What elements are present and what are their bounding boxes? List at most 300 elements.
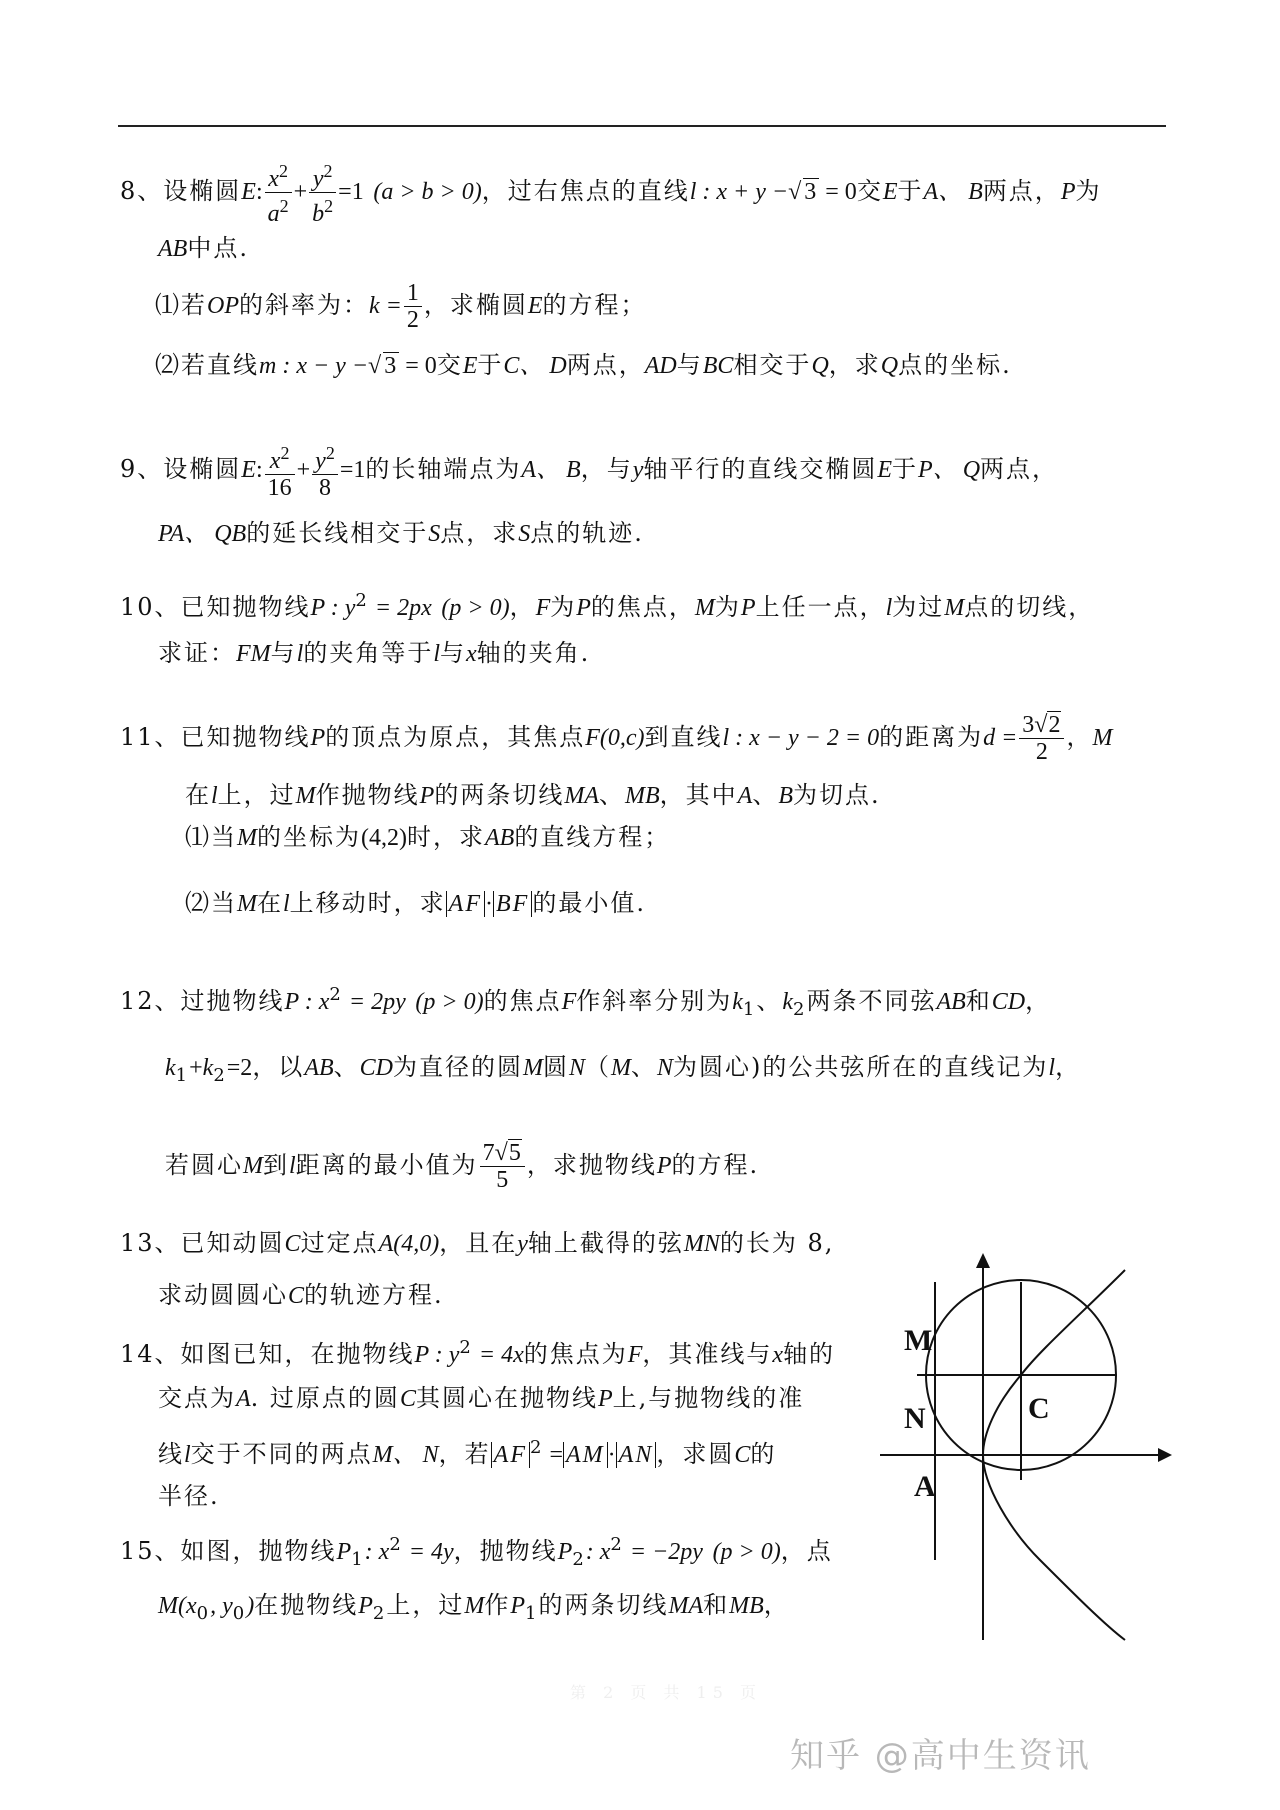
- text: 已知动圆: [180, 1229, 285, 1257]
- text: 点的切线，: [964, 593, 1095, 621]
- problem-8-line-1: 8、设椭圆E: $\frac{x^2}{a^2}$ + $\frac{y^2}{b^2}$ =1 (a > b > 0)，过右焦点的直线l : x + y −√3 = 0交E于A、 B两点，P为: [120, 158, 1101, 227]
- math: = 4y: [402, 1539, 454, 1565]
- text: ⑴若: [155, 291, 207, 319]
- math: C: [288, 1283, 305, 1309]
- x-axis-arrow: [1158, 1448, 1172, 1462]
- text: 设椭圆: [163, 455, 242, 483]
- text: 、: [599, 781, 625, 809]
- math: AB: [158, 236, 188, 262]
- denominator: 5: [496, 1167, 509, 1193]
- math: MA: [564, 783, 599, 809]
- math: =1: [339, 457, 366, 483]
- text: 其圆心在抛物线: [415, 1384, 598, 1412]
- math: M: [237, 825, 257, 851]
- fraction: [1019, 712, 1064, 765]
- text: 的坐标为: [257, 823, 361, 851]
- text: 圆: [542, 1053, 569, 1081]
- exponent: 2: [459, 1337, 473, 1358]
- text: 交于不同的两点: [190, 1440, 373, 1468]
- text: ，其中: [659, 781, 738, 809]
- math: C: [734, 1442, 751, 1468]
- problem-9-line-1: 9、设椭圆E: $\frac{x^2}{16}$ + $\frac{y^2}{8}$ =1的长轴端点为A、 B，与y轴平行的直线交椭圆E于P、 Q两点，: [120, 440, 1058, 501]
- math: P: [336, 1539, 352, 1565]
- math: , y: [210, 1593, 233, 1619]
- math: A: [236, 1386, 251, 1412]
- text: 在: [185, 781, 211, 809]
- text: 的: [750, 1440, 777, 1468]
- math: =1: [338, 179, 364, 205]
- text: 和: [965, 987, 992, 1015]
- problem-14-line-4: [158, 1481, 220, 1511]
- text: 为直径的圆: [392, 1053, 523, 1081]
- text: 的轨迹方程.: [304, 1281, 444, 1309]
- problem-12-line-1: [120, 980, 1051, 1025]
- text: ，: [509, 593, 536, 621]
- text: 的焦点，: [590, 593, 695, 621]
- text: 的延长线相交于: [246, 519, 429, 547]
- math: x: [466, 641, 477, 667]
- text: 的直线方程；: [514, 823, 671, 851]
- math: P: [1060, 179, 1076, 205]
- math: l: [184, 1442, 191, 1468]
- text: ⑵当: [185, 889, 237, 917]
- math: k: [165, 1055, 176, 1081]
- problem-number: 15、: [120, 1537, 181, 1565]
- text: 到: [263, 1151, 289, 1179]
- text: 中点.: [187, 234, 249, 262]
- exponent: 2: [279, 196, 289, 216]
- math: M: [1092, 725, 1113, 751]
- text: 于: [897, 177, 924, 205]
- numerator: [265, 440, 295, 475]
- math: :: [255, 179, 263, 205]
- math: A、 B: [521, 457, 581, 483]
- math: (p > 0): [415, 989, 484, 1015]
- exponent: 2: [278, 161, 288, 181]
- math: FM: [236, 641, 271, 667]
- text: 交: [436, 351, 463, 379]
- math: +: [189, 1055, 203, 1081]
- text: . 过原点的圆: [250, 1384, 400, 1412]
- fraction: [480, 1140, 525, 1193]
- math: y: [632, 457, 644, 483]
- radicand: 5: [508, 1140, 521, 1166]
- math: P: [740, 595, 756, 621]
- math: F(0,c): [585, 725, 645, 751]
- text: ，若: [438, 1440, 491, 1468]
- math: C: [284, 1231, 301, 1257]
- text: 如图已知，在抛物线: [180, 1340, 415, 1368]
- denominator: 2: [406, 307, 419, 333]
- text: 的顶点为原点，其焦点: [325, 723, 586, 751]
- text: ，求圆: [656, 1440, 735, 1468]
- exponent: 2: [325, 443, 335, 463]
- math: a: [267, 201, 280, 227]
- math: P: [576, 595, 591, 621]
- math: E: [462, 353, 478, 379]
- denominator: 16: [267, 475, 292, 501]
- math: M: [611, 1055, 631, 1081]
- math: AD: [644, 353, 677, 379]
- math: k: [732, 989, 743, 1015]
- text: ，: [1066, 723, 1093, 751]
- label-a: A: [914, 1470, 936, 1503]
- math: k: [782, 989, 793, 1015]
- problem-number: 12、: [120, 987, 181, 1015]
- problem-14-figure: [880, 1240, 1200, 1660]
- math: l : x − y − 2 = 0: [722, 725, 880, 751]
- text: 点的坐标.: [898, 351, 1012, 379]
- problem-number: 8、: [120, 177, 164, 205]
- exponent: 2: [389, 1534, 403, 1555]
- math: Q: [811, 353, 829, 379]
- text: 、: [631, 1053, 657, 1081]
- math: PA、 QB: [158, 521, 247, 547]
- text: 两点，: [566, 351, 645, 379]
- text: 相交于: [733, 351, 812, 379]
- math: l: [289, 1153, 296, 1179]
- label-c: C: [1028, 1392, 1050, 1425]
- math: C: [399, 1386, 416, 1412]
- text: ，以: [252, 1053, 305, 1081]
- subscript: 1: [351, 1548, 365, 1570]
- text: 轴上截得的弦: [527, 1229, 684, 1257]
- math: MA: [668, 1593, 704, 1619]
- math: P: [419, 783, 435, 809]
- text: 线: [158, 1440, 184, 1468]
- exponent: 2: [530, 1437, 544, 1458]
- text: 为圆心)的公共弦所在的直线记为: [673, 1053, 1049, 1081]
- subscript: 2: [213, 1064, 227, 1086]
- text: 两点，: [980, 455, 1059, 483]
- math: 7: [482, 1140, 495, 1166]
- text: 的两条切线: [434, 781, 565, 809]
- math: P、 Q: [918, 457, 981, 483]
- text: 于: [477, 351, 504, 379]
- math: k: [202, 1055, 214, 1081]
- fraction: [265, 158, 292, 227]
- text: 于: [892, 455, 919, 483]
- text: 求证：: [158, 639, 236, 667]
- text: 到直线: [644, 723, 723, 751]
- denominator: [309, 193, 336, 227]
- text: 交点为: [158, 1384, 236, 1412]
- problem-number: 11、: [120, 723, 181, 751]
- math: :: [255, 457, 263, 483]
- text: 距离的最小值为: [295, 1151, 478, 1179]
- header-rule: [118, 125, 1166, 127]
- math: E: [241, 179, 256, 205]
- text: 的两条切线: [538, 1591, 669, 1619]
- problem-14-line-1: [120, 1333, 835, 1370]
- math: l: [1048, 1055, 1056, 1081]
- problem-10-line-1: [120, 586, 1094, 623]
- denominator: [265, 193, 292, 227]
- problem-15-line-2: [158, 1590, 790, 1629]
- math: M: [944, 595, 965, 621]
- text: 的方程.: [671, 1151, 760, 1179]
- math: = 2py: [342, 989, 406, 1015]
- problem-10-line-2: [158, 638, 590, 669]
- math: P: [358, 1593, 373, 1619]
- exponent: 2: [355, 590, 369, 611]
- text: 为切点.: [793, 781, 881, 809]
- y-axis-arrow: [976, 1253, 990, 1268]
- math: CD: [991, 989, 1026, 1015]
- text: ，与: [580, 455, 633, 483]
- problem-8-part-1: [155, 280, 647, 333]
- exponent: 2: [610, 1534, 624, 1555]
- subscript: 2: [793, 998, 807, 1020]
- math: E: [882, 179, 898, 205]
- math: AB: [936, 989, 966, 1015]
- abs-value: AN: [616, 1442, 657, 1468]
- math: A、 B: [923, 179, 983, 205]
- subscript: 1: [175, 1064, 190, 1086]
- text: 的焦点: [483, 987, 562, 1015]
- math: P: [510, 1593, 525, 1619]
- text: ，求椭圆: [423, 291, 528, 319]
- text: 和: [703, 1591, 730, 1619]
- math: x: [772, 1342, 784, 1368]
- math: ): [246, 1593, 255, 1619]
- math: P: [597, 1386, 613, 1412]
- math: N: [568, 1055, 585, 1081]
- problem-15-line-1: [120, 1530, 833, 1575]
- text: 设椭圆: [163, 177, 242, 205]
- text: 上移动时，求: [289, 889, 446, 917]
- problem-8-part-2: [155, 350, 1012, 381]
- math: = 0: [399, 353, 437, 379]
- sqrt: √2: [1034, 712, 1061, 738]
- text: 的长为 8,: [719, 1229, 835, 1257]
- problem-13-line-1: [120, 1228, 834, 1259]
- math: P: [557, 1539, 573, 1565]
- label-n: N: [904, 1402, 926, 1435]
- math: l: [211, 783, 218, 809]
- text: 过抛物线: [180, 987, 285, 1015]
- numerator: [265, 158, 292, 193]
- numerator: [312, 440, 338, 475]
- text: 上任一点，: [755, 593, 886, 621]
- subscript: 2: [372, 1602, 387, 1624]
- text: 、: [756, 987, 783, 1015]
- math: = −2py: [623, 1539, 703, 1565]
- text: 上，过: [217, 781, 296, 809]
- math: (p > 0): [712, 1539, 781, 1565]
- subscript: 1: [742, 998, 757, 1020]
- math: l: [283, 891, 290, 917]
- text: 点，求: [440, 519, 519, 547]
- math: CD: [359, 1055, 393, 1081]
- text: ，: [763, 1591, 790, 1619]
- subscript: 2: [572, 1548, 586, 1570]
- problem-11-line-2: [185, 780, 881, 811]
- text: 点的轨迹.: [530, 519, 644, 547]
- text: 的斜率为：: [239, 291, 369, 319]
- text: 已知抛物线: [180, 723, 311, 751]
- problem-number: 14、: [120, 1340, 181, 1368]
- math: AB: [304, 1055, 334, 1081]
- math: : x: [585, 1539, 611, 1565]
- math: M(x: [158, 1593, 197, 1619]
- math: y: [517, 1231, 528, 1257]
- math: 3: [1022, 712, 1035, 738]
- exponent: 2: [329, 984, 343, 1005]
- text: ⑴当: [185, 823, 237, 851]
- math: E: [241, 457, 256, 483]
- math: MB: [625, 783, 660, 809]
- text: 两点，: [982, 177, 1061, 205]
- math: B: [778, 783, 793, 809]
- text: 在抛物线: [254, 1591, 359, 1619]
- abs-value: BF: [493, 891, 532, 917]
- math: M: [522, 1055, 543, 1081]
- problem-11-line-1: [120, 712, 1112, 765]
- text: 为: [550, 593, 577, 621]
- text: 的方程；: [542, 291, 647, 319]
- math: x: [269, 448, 281, 474]
- math: P: [310, 725, 326, 751]
- text: ，其准线与: [642, 1340, 773, 1368]
- text: 的夹角等于: [303, 639, 434, 667]
- radicand: 3: [804, 179, 819, 205]
- text: 作: [484, 1591, 511, 1619]
- text: 为过: [892, 593, 945, 621]
- text: 的焦点为: [523, 1340, 628, 1368]
- label-m: M: [904, 1324, 933, 1357]
- text: ⑵若直线: [155, 351, 259, 379]
- math: = 0: [819, 179, 857, 205]
- text: ，求: [828, 351, 881, 379]
- math: P: [656, 1153, 672, 1179]
- math: E: [527, 293, 543, 319]
- abs-value: AM: [563, 1442, 608, 1468]
- problem-12-line-2: [165, 1052, 1081, 1091]
- math: C、 D: [503, 353, 567, 379]
- math: F: [627, 1342, 643, 1368]
- sqrt: √3: [788, 179, 819, 205]
- denominator: 8: [319, 475, 331, 501]
- page-footer: 第 2 页 共 15 页: [570, 1683, 762, 1702]
- text: 两条不同弦: [806, 987, 937, 1015]
- math: E: [877, 457, 893, 483]
- text: 过定点: [300, 1229, 379, 1257]
- abs-value: AF: [446, 891, 485, 917]
- text: 为: [714, 593, 741, 621]
- exponent: 2: [280, 443, 290, 463]
- math: S: [428, 521, 441, 547]
- math: M: [243, 1153, 263, 1179]
- text: ，求抛物线: [526, 1151, 657, 1179]
- math: ·: [607, 1442, 616, 1468]
- math: M: [295, 783, 316, 809]
- problem-14-line-2: [158, 1383, 804, 1414]
- math: F: [561, 989, 577, 1015]
- problem-14-line-3: [158, 1433, 776, 1470]
- text: 已知抛物线: [180, 593, 311, 621]
- numerator: 1: [404, 280, 422, 307]
- math: m : x − y −: [259, 353, 369, 379]
- exponent: 2: [324, 196, 334, 216]
- text: 、: [333, 1053, 360, 1081]
- math: l: [296, 641, 304, 667]
- math: l: [885, 595, 893, 621]
- text: 如图，抛物线: [180, 1537, 337, 1565]
- text: 在: [257, 889, 283, 917]
- problem-11-part-1: [185, 822, 670, 853]
- math: x: [268, 166, 279, 192]
- numerator: [309, 158, 336, 193]
- text: ，: [1055, 1053, 1082, 1081]
- math: b: [312, 201, 325, 227]
- math: (4,2): [361, 825, 407, 851]
- text: 求动圆圆心: [158, 1281, 288, 1309]
- math: M: [237, 891, 257, 917]
- text: 的距离为: [879, 723, 984, 751]
- sqrt: √3: [368, 353, 399, 379]
- problem-12-line-3: [165, 1140, 759, 1193]
- math: S: [518, 521, 531, 547]
- math: (a > b > 0): [373, 179, 482, 205]
- math: A(4,0): [378, 1231, 440, 1257]
- math: N: [657, 1055, 674, 1081]
- text: 时，求: [406, 823, 485, 851]
- math: =2: [226, 1055, 253, 1081]
- numerator: [480, 1140, 525, 1167]
- zhihu-watermark: 知乎 @高中生资讯: [790, 1736, 1091, 1776]
- problem-13-line-2: [158, 1280, 444, 1311]
- math: M: [694, 595, 715, 621]
- text: 的长轴端点为: [365, 455, 522, 483]
- text: ，抛物线: [453, 1537, 558, 1565]
- text: 与: [440, 639, 466, 667]
- math: (p > 0): [441, 595, 510, 621]
- text: ，点: [780, 1537, 833, 1565]
- math: : x: [364, 1539, 390, 1565]
- math: k =: [369, 293, 402, 319]
- math: l: [433, 641, 440, 667]
- text: 为: [1075, 177, 1102, 205]
- math: P : y: [310, 595, 356, 621]
- text: 作抛物线: [315, 781, 420, 809]
- fraction: [265, 440, 295, 501]
- abs-value: AF: [491, 1442, 530, 1468]
- fraction: [309, 158, 336, 227]
- text: 半径.: [158, 1482, 220, 1510]
- problem-11-part-2: [185, 888, 646, 919]
- math: OP: [207, 293, 239, 319]
- text: ，且在: [439, 1229, 518, 1257]
- text: 轴的: [783, 1340, 836, 1368]
- math: ·: [485, 891, 493, 917]
- text: 上,与抛物线的准: [612, 1384, 805, 1412]
- math: y: [312, 166, 324, 192]
- subscript: 1: [525, 1602, 539, 1624]
- text: 与: [676, 351, 703, 379]
- problem-number: 13、: [120, 1229, 181, 1257]
- math: AB: [484, 825, 515, 851]
- math: P : x: [284, 989, 330, 1015]
- math: =: [543, 1442, 563, 1468]
- math: F: [535, 595, 551, 621]
- text: 与: [270, 639, 297, 667]
- exponent: 2: [323, 161, 333, 181]
- math: Q: [880, 353, 899, 379]
- problem-8-line-2: [158, 233, 249, 264]
- problem-9-line-2: [158, 518, 644, 549]
- subscript: 0: [232, 1602, 247, 1624]
